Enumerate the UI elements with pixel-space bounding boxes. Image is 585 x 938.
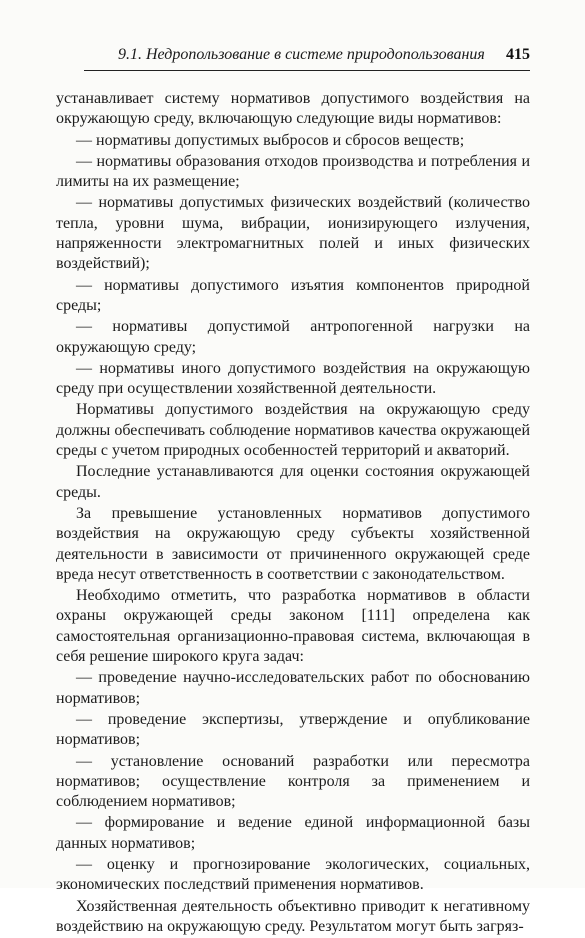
- list-item: — нормативы иного допустимого воздействия на окружающую среду при осуществлении хозяйственной деятельности.: [56, 359, 530, 398]
- list-item: — формирование и ведение единой информационной базы данных нормативов;: [56, 814, 530, 852]
- running-title: 9.1. Недропользование в системе природопользования: [118, 46, 485, 63]
- list-item: — нормативы допустимого изъятия компонентов природной среды;: [56, 276, 530, 314]
- paragraph: Хозяйственная деятельность объективно приводит к негативному воздействию на окружающую среду. Результатом могут быть загряз-: [56, 897, 530, 935]
- running-head: [84, 44, 530, 68]
- list-item: — нормативы допустимых выбросов и сбросов веществ;: [76, 131, 465, 149]
- paragraph: Необходимо отметить, что разработка нормативов в области охраны окружающей среды законом [111] определена как самостоятельная организационно-правовая система, включающая в себя решение широкого круга задач:: [56, 587, 530, 666]
- list-item: — нормативы образования отходов производства и потребления и лимиты на их размещение;: [56, 152, 530, 191]
- list-item: — нормативы допустимой антропогенной нагрузки на окружающую среду;: [56, 318, 530, 356]
- body-text: [56, 89, 530, 938]
- paragraph: За превышение установленных нормативов допустимого воздействия на окружающую среду субъекты хозяйственной деятельности в зависимости от причиненного окружающей среде вреда несут ответственность в соответствии с законодательством.: [56, 504, 530, 583]
- list-item: — проведение экспертизы, утверждение и опубликование нормативов;: [56, 710, 530, 749]
- paragraph: Нормативы допустимого воздействия на окружающую среду должны обеспечивать соблюдение нормативов качества окружающей среды с учетом природных особенностей территорий и акваторий.: [56, 401, 530, 460]
- paragraph-continued: устанавливает систему нормативов допустимого воздействия на окружающую среду, включающую следующие виды нормативов:: [56, 90, 530, 128]
- list-item: — проведение научно-исследовательских работ по обоснованию нормативов;: [56, 669, 530, 707]
- page-number: 415: [506, 46, 530, 63]
- paragraph: Последние устанавливаются для оценки состояния окружающей среды.: [56, 463, 530, 501]
- list-item: — оценку и прогнозирование экологических, социальных, экономических последствий применения нормативов.: [56, 855, 530, 894]
- header-rule: [84, 70, 530, 71]
- list-item: — нормативы допустимых физических воздействий (количество тепла, уровни шума, вибрации, ионизирующего излучения, напряженности электромагнитных полей и иных физических воздействий);: [56, 194, 530, 273]
- list-item: — установление оснований разработки или пересмотра нормативов; осуществление контроля за применением и соблюдением нормативов;: [56, 752, 530, 811]
